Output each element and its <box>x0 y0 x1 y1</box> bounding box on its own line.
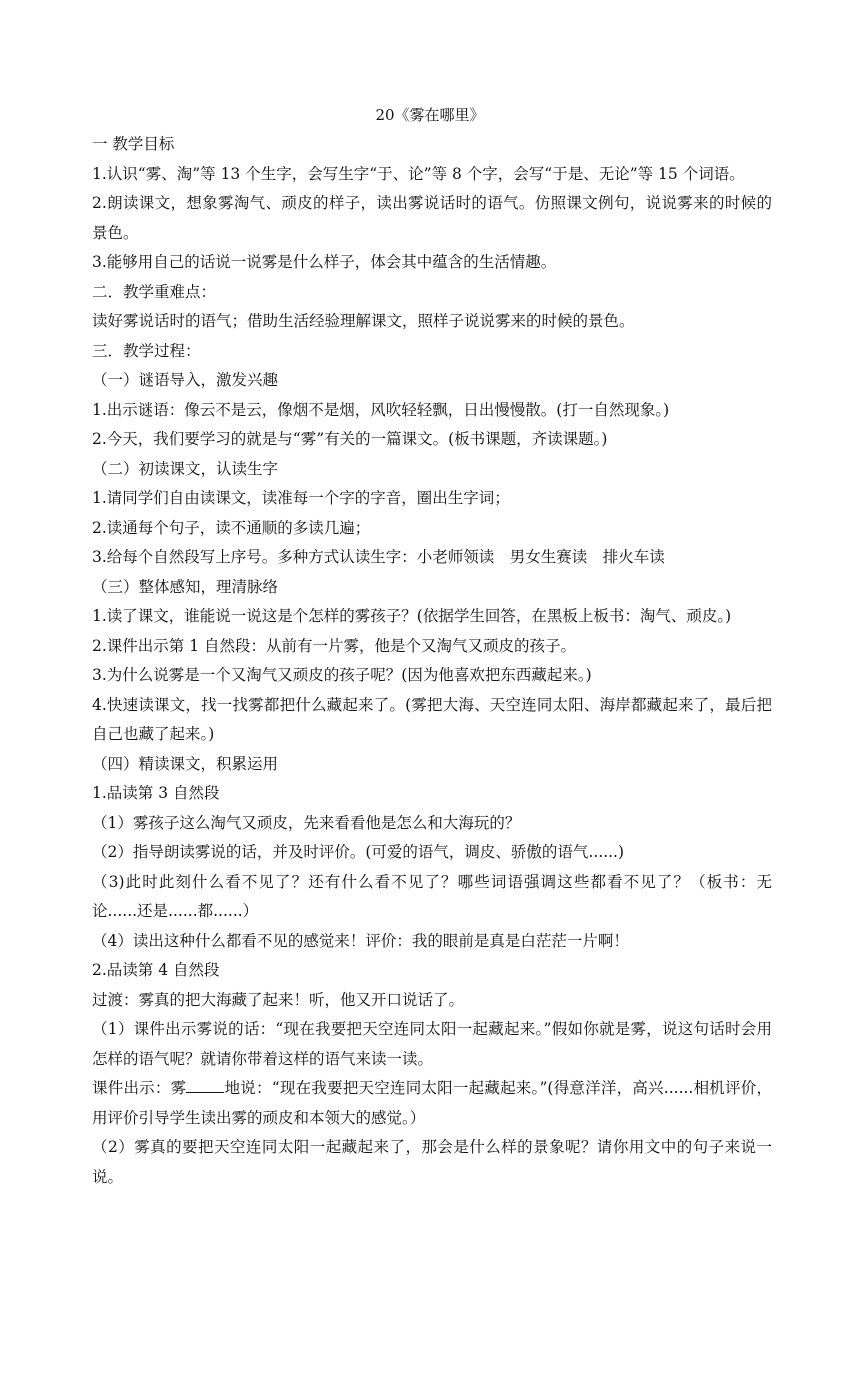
objective-item: 1.认识“雾、淘”等 13 个生字，会写生字“于、论”等 8 个字，会写“于是、无论”等 15 个词语。 <box>92 164 745 183</box>
process-step: 3.给每个自然段写上序号。多种方式认读生字：小老师领读 男女生赛读 排火车读 <box>92 548 665 566</box>
fill-in-before: 课件出示：雾 <box>92 1079 187 1097</box>
process-substep: （2）指导朗读雾说的话，并及时评价。(可爱的语气，调皮、骄傲的语气......) <box>92 843 625 861</box>
process-step: 1.请同学们自由读课文，读准每一个字的字音，圈出生字词； <box>92 489 510 507</box>
fill-in-after: 地说：“现在我要把天空连同太阳一起藏起来。”(得意洋洋，高兴......相机评价，用评价引导学生读出雾的顽皮和本领大的感觉。） <box>92 1079 772 1127</box>
subsection-heading: （一）谜语导入，激发兴趣 <box>92 371 279 389</box>
process-step: 2.课件出示第 1 自然段：从前有一片雾，他是个又淘气又顽皮的孩子。 <box>92 636 577 655</box>
objective-item: 2.朗读课文，想象雾淘气、顽皮的样子，读出雾说话时的语气。仿照课文例句，说说雾来的时候的景色。 <box>92 194 772 242</box>
subsection-heading: （三）整体感知，理清脉络 <box>92 577 279 596</box>
process-step: 3.为什么说雾是一个又淘气又顽皮的孩子呢？(因为他喜欢把东西藏起来。) <box>92 666 592 684</box>
transition-text: 过渡：雾真的把大海藏了起来！听，他又开口说话了。 <box>92 990 465 1009</box>
fill-in-blank <box>186 1076 224 1093</box>
process-step: 1.出示谜语：像云不是云，像烟不是烟，风吹轻轻飘，日出慢慢散。(打一自然现象。) <box>92 400 670 419</box>
process-step: 1.品读第 3 自然段 <box>92 784 220 802</box>
section-heading-objectives: 一 教学目标 <box>92 135 175 153</box>
key-points-text: 读好雾说话时的语气；借助生活经验理解课文，照样子说说雾来的时候的景色。 <box>92 312 635 330</box>
process-substep: （1）课件出示雾说的话：“现在我要把天空连同太阳一起藏起来。”假如你就是雾，说这句话时会用怎样的语气呢？就请你带着这样的语气来读一读。 <box>92 1020 772 1068</box>
process-substep: （1）雾孩子这么淘气又顽皮，先来看看他是怎么和大海玩的？ <box>92 813 521 832</box>
fill-in-line <box>92 1074 772 1133</box>
process-substep: （2）雾真的要把天空连同太阳一起藏起来了，那会是什么样的景象呢？请你用文中的句子来说一说。 <box>92 1138 772 1186</box>
process-step: 2.今天，我们要学习的就是与“雾”有关的一篇课文。(板书课题，齐读课题。) <box>92 430 608 448</box>
subsection-heading: （四）精读课文，积累运用 <box>92 754 279 773</box>
process-step: 1.读了课文，谁能说一说这是个怎样的雾孩子？(依据学生回答，在黑板上板书：淘气、顽皮。) <box>92 607 732 625</box>
document-body <box>92 130 772 1192</box>
subsection-heading: （二）初读课文，认读生字 <box>92 459 279 478</box>
process-substep: （4）读出这种什么都看不见的感觉来！评价：我的眼前是真是白茫茫一片啊！ <box>92 931 629 950</box>
document-title: 20《雾在哪里》 <box>375 106 485 124</box>
section-heading-process: 三．教学过程： <box>92 341 201 360</box>
process-step: 2.品读第 4 自然段 <box>92 961 220 979</box>
process-substep: （3)此时此刻什么看不见了？还有什么看不见了？哪些词语强调这些都看不见了？（板书：无论......还是......都......） <box>92 872 772 920</box>
process-step: 2.读通每个句子，读不通顺的多读几遍； <box>92 518 371 537</box>
process-step: 4.快速读课文，找一找雾都把什么藏起来了。(雾把大海、天空连同太阳、海岸都藏起来了，最后把自己也藏了起来。) <box>92 695 772 743</box>
objective-item: 3.能够用自己的话说一说雾是什么样子，体会其中蕴含的生活情趣。 <box>92 253 557 271</box>
section-heading-key-points: 二．教学重难点： <box>92 282 217 301</box>
